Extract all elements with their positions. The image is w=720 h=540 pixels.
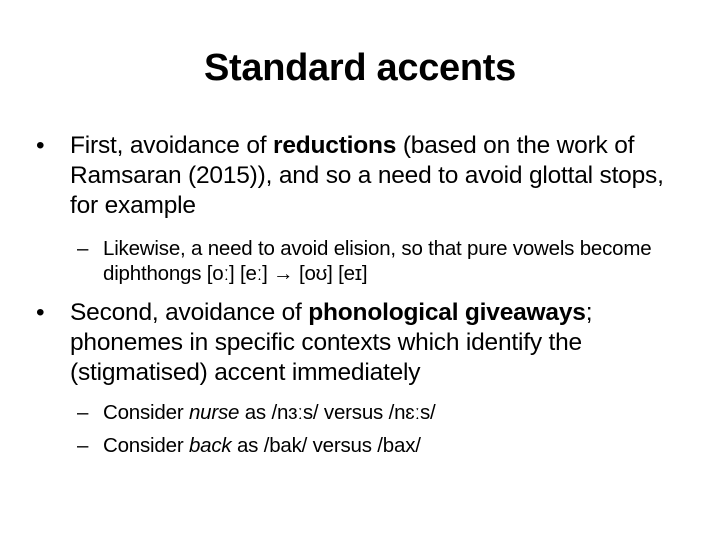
sub-text-post: as /nɜːs/ versus /nɛːs/ (239, 401, 436, 424)
sub-text-italic: nurse (188, 401, 240, 424)
sub-item-nurse (77, 400, 687, 425)
sub-bullet-marker: – (77, 237, 89, 260)
bullet-text-bold: reductions (272, 132, 397, 159)
bullet-item-reductions (36, 131, 686, 221)
sub-bullet-text: Likewise, a need to avoid elision, so that pure vowels become diphthongs [oː] [eː] → [oʊ] [eɪ] (103, 237, 652, 285)
slide-title: Standard accents (204, 47, 516, 89)
sub-text-pre: Consider (103, 401, 189, 424)
sub-bullet-marker: – (77, 434, 89, 457)
sub-text-pre: Consider (103, 434, 189, 457)
bullet-text-bold: phonological giveaways (308, 299, 586, 326)
bullet-text-post: (based on the work of Ramsaran (2015)), and so a need to avoid glottal stops, for example (70, 132, 664, 219)
sub-bullet-text (77, 400, 687, 425)
sub-text-post: as /bak/ versus /bax/ (231, 434, 421, 457)
sub-bullet-text (77, 433, 687, 458)
bullet-text (36, 131, 686, 221)
sub-text-italic: back (188, 434, 232, 457)
bullet-text-pre: First, avoidance of (70, 132, 273, 159)
bullet-text-post: ; phonemes in specific contexts which identify the (stigmatised) accent immediately (70, 299, 593, 386)
bullet-marker: • (36, 299, 45, 326)
sub-item-back (77, 433, 687, 458)
bullet-item-giveaways (36, 298, 686, 388)
bullet-text (36, 298, 686, 388)
bullet-text-pre: Second, avoidance of (70, 299, 309, 326)
bullet-marker: • (36, 132, 45, 159)
sub-bullet-marker: – (77, 401, 89, 424)
sub-item-elision (77, 236, 687, 286)
